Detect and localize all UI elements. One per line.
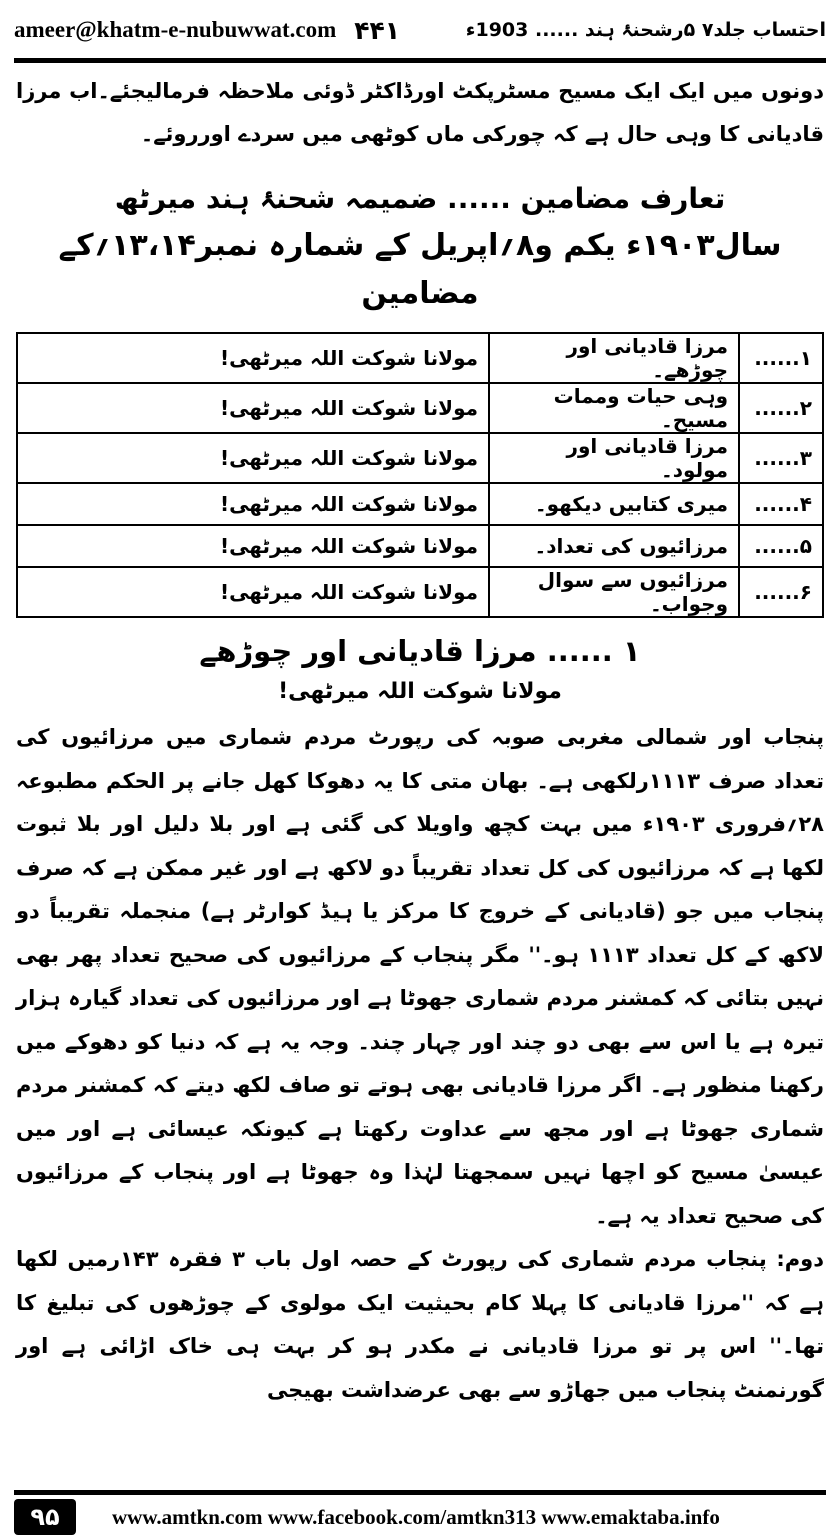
table-row (17, 383, 823, 433)
top-page-number: ۴۴۱ (354, 15, 401, 45)
table-row (17, 567, 823, 617)
page-footer (14, 1498, 826, 1536)
toc-author: مولانا شوکت اللہ میرٹھی! (17, 567, 489, 617)
running-title: احتساب جلد۷ ۵رشحنۂ ہند ...... 1903ء (465, 19, 826, 41)
toc-number: ۱...... (739, 333, 823, 383)
article-paragraph-1: پنجاب اور شمالی مغربی صوبہ کی رپورٹ مردم شماری میں مرزائیوں کی تعداد صرف ۱۱۱۳رلکھی ہے۔ بھان متی کا یہ دھوکا کھل جانے پر الحکم مطبوعہ ۲۸؍فروری ۱۹۰۳ء میں بہت کچھ واویلا کی گئی ہے اور بلا دلیل اور بلا ثبوت لکھا ہے کہ مرزائیوں کی کل تعداد تقریباً دو لاکھ ہے اور غیر ممکن ہے کہ صرف پنجاب میں جو (قادیانی کے خروج کا مرکز یا ہیڈ کوارٹر ہے) منجملہ تقریباً دو لاکھ کے کل تعداد ۱۱۱۳ ہو۔'' مگر پنجاب کے مرزائیوں کی صحیح تعداد پھر بھی نہیں بتائی کہ کمشنر مردم شماری جھوٹا ہے اور مرزائیوں کی تعداد گیارہ ہزار تیرہ ہے یا اس سے بھی دو چند اور چہار چند۔ وجہ یہ ہے کہ دنیا کو دھوکے میں رکھنا منظور ہے۔ اگر مرزا قادیانی بھی ہوتے تو صاف لکھ دیتے کہ کمشنر مردم شماری جھوٹا ہے اور مجھ سے عداوت رکھتا ہے کیونکہ عیسائی ہے اور میں عیسیٰ مسیح کو اچھا نہیں سمجھتا لہٰذا وہ جھوٹا ہے اور پنجاب کے مرزائیوں کی صحیح تعداد یہ ہے۔ (16, 725, 825, 1228)
section-title: تعارف مضامین ...... ضمیمہ شحنۂ ہند میرٹھ (114, 182, 726, 215)
toc-author: مولانا شوکت اللہ میرٹھی! (17, 383, 489, 433)
article-title: ۱ ...... مرزا قادیانی اور چوڑھے (199, 634, 641, 668)
toc-author: مولانا شوکت اللہ میرٹھی! (17, 333, 489, 383)
contents-table (16, 332, 824, 618)
toc-number: ۶...... (739, 567, 823, 617)
toc-subject: مرزا قادیانی اور مولود۔ (489, 433, 739, 483)
footer-rule (14, 1490, 826, 1495)
footer-links[interactable]: www.amtkn.com www.facebook.com/amtkn313 www.emaktaba.info (112, 1504, 720, 1529)
table-row (17, 525, 823, 567)
table-row (17, 433, 823, 483)
toc-number: ۲...... (739, 383, 823, 433)
table-row (17, 333, 823, 383)
toc-subject: مرزائیوں کی تعداد۔ (489, 525, 739, 567)
article-author: مولانا شوکت اللہ میرٹھی! (278, 679, 562, 704)
section-subtitle: سال۱۹۰۳ء یکم و۸؍اپریل کے شمارہ نمبر۱۳،۱۴؍کے مضامین (58, 228, 782, 311)
intro-paragraph: دونوں میں ایک ایک مسیح مسٹرپکٹ اورڈاکٹر ڈوئی ملاحظہ فرمالیجئے۔اب مرزا قادیانی کا وہی حال ہے کہ چورکی ماں کوٹھی میں سردے اورروئے۔ (16, 79, 824, 146)
contact-email[interactable]: ameer@khatm-e-nubuwwat.com (14, 17, 337, 42)
toc-number: ۳...... (739, 433, 823, 483)
header-rule (14, 58, 826, 63)
toc-author: مولانا شوکت اللہ میرٹھی! (17, 483, 489, 525)
toc-subject: مرزا قادیانی اور چوڑھے۔ (489, 333, 739, 383)
page-content (16, 70, 824, 1412)
header-left (14, 16, 400, 45)
toc-subject: میری کتابیں دیکھو۔ (489, 483, 739, 525)
table-row (17, 483, 823, 525)
toc-subject: مرزائیوں سے سوال وجواب۔ (489, 567, 739, 617)
toc-number: ۴...... (739, 483, 823, 525)
page-number-badge: ۹۵ (14, 1499, 76, 1535)
article-paragraph-2: دوم: پنجاب مردم شماری کی رپورٹ کے حصہ اول باب ۳ فقرہ ۱۴۳رمیں لکھا ہے کہ ''مرزا قادیانی کا پہلا کام بحیثیت ایک مولوی کے چوڑھوں کی تبلیغ کا تھا۔'' اس پر تو مرزا قادیانی نے مکدر ہو کر بہت ہی خاک اڑائی ہے اور گورنمنٹ پنجاب میں جھاڑو سے بھی عرضداشت بھیجی (16, 1247, 825, 1402)
page-header (14, 8, 826, 52)
toc-author: مولانا شوکت اللہ میرٹھی! (17, 433, 489, 483)
toc-number: ۵...... (739, 525, 823, 567)
toc-subject: وہی حیات وممات مسیح۔ (489, 383, 739, 433)
toc-author: مولانا شوکت اللہ میرٹھی! (17, 525, 489, 567)
